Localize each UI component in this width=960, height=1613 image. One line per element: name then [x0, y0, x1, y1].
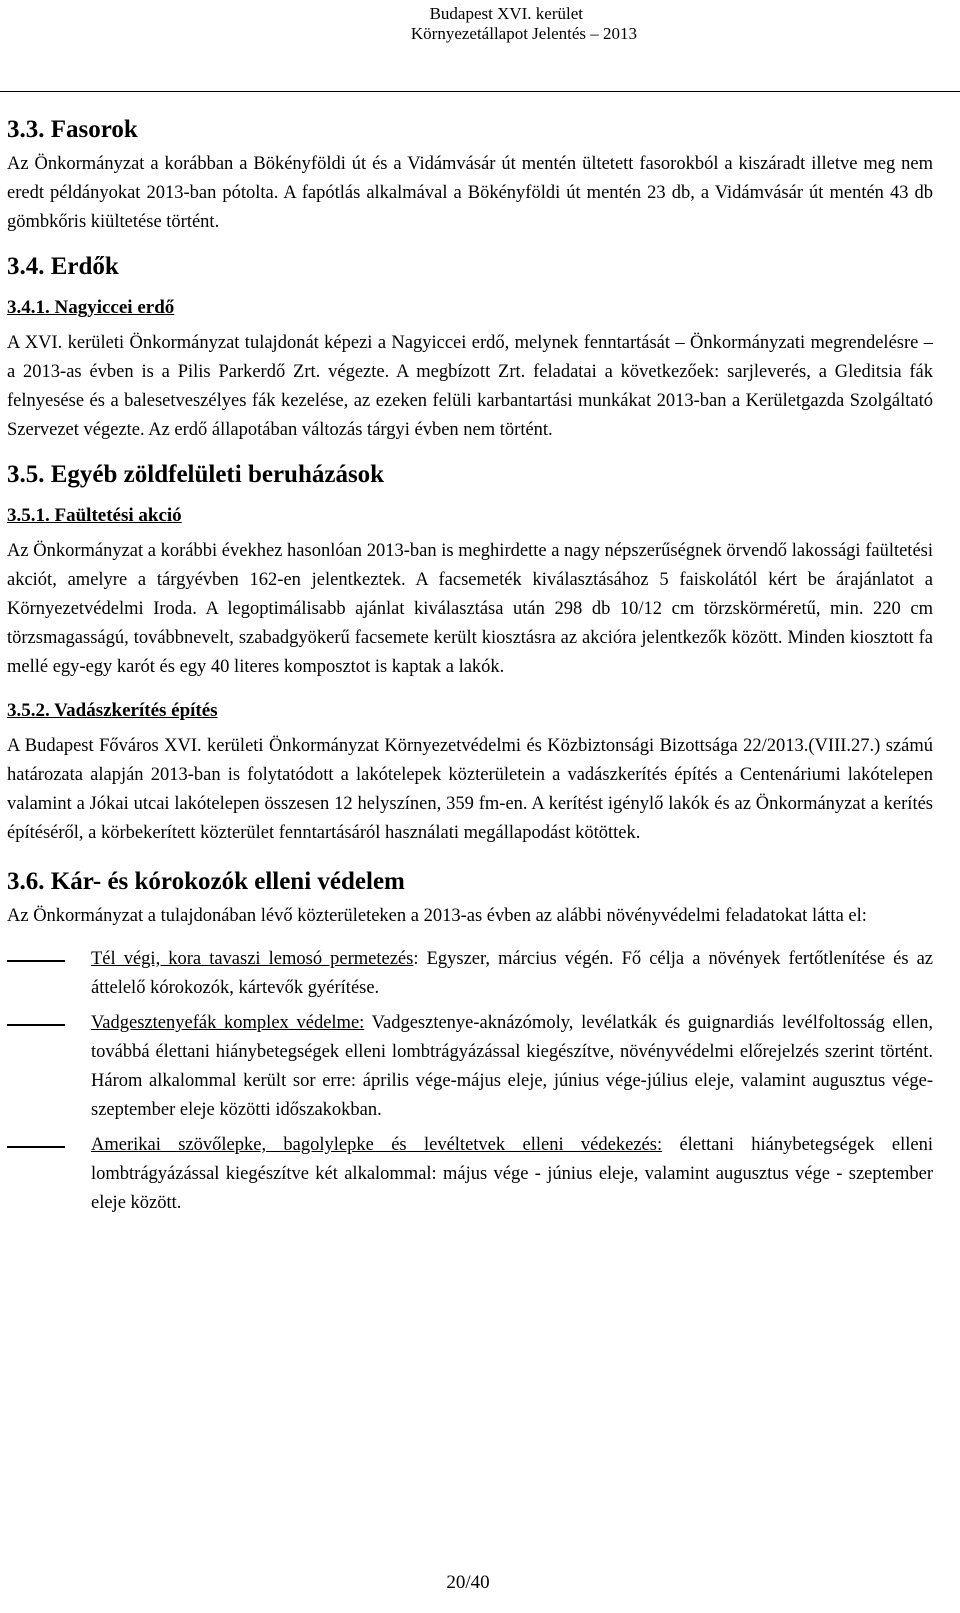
list-item — [7, 945, 933, 1003]
section-heading-fasorok: 3.3. Fasorok — [7, 116, 138, 143]
paragraph-kar-es-korokozok-intro: Az Önkormányzat a tulajdonában lévő közterületeken a 2013-as évben az alábbi növényvédelmi feladatokat látta el: — [7, 906, 867, 926]
paragraph-nagyiccei-erdo: A XVI. kerületi Önkormányzat tulajdonát képezi a Nagyiccei erdő, melynek fenntartását – Önkormányzati megrendelésre – a 2013-as évben is a Pilis Parkerdő Zrt. végezte. A megbízott Zrt. feladatai a következőek: sarjleverés, a Gleditsia fák felnyesése és a balesetveszélyes fák kezelése, az ezeken felüli karbantartási munkákat 2013-ban a Kerületgazda Szolgáltató Szervezet végezte. Az erdő állapotában változás tárgyi évben nem történt. — [7, 333, 933, 440]
list-item-text: Vadgesztenye-aknázómoly, levélatkák és guignardiás levélfoltosság ellen, továbbá élettani hiánybetegségek elleni lombtrágyázással kiegészítve, növényvédelmi előrejelzés szerint történt. Három alkalommal került sor erre: április vége-május eleje, június vége-július eleje, valamint augusztus vége-szeptember eleje közötti időszakokban. — [91, 1013, 933, 1120]
list-item-text: : Egyszer, március végén. Fő célja a növények fertőtlenítése és az áttelelő kórokozók, kártevők gyérítése. — [91, 949, 934, 998]
paragraph-fasorok: Az Önkormányzat a korábban a Bökényföldi út és a Vidámvásár út mentén ültetett fasorokból a kiszáradt illetve meg nem eredt példányokat 2013-ban pótolta. A fapótlás alkalmával a Bökényföldi út mentén 23 db, a Vidámvásár út mentén 43 db gömbkőris kiültetése történt. — [7, 154, 933, 232]
header-subtitle: Környezetállapot Jelentés – 2013 — [410, 24, 637, 43]
list-item-title: Tél végi, kora tavaszi lemosó permetezés — [91, 949, 414, 969]
section-heading-kar-es-korokozok: 3.6. Kár- és kórokozók elleni védelem — [7, 868, 405, 895]
header-title: Budapest XVI. kerület — [429, 4, 583, 23]
list-item — [7, 1009, 933, 1125]
section-heading-egyeb-zoldfeluleti: 3.5. Egyéb zöldfelületi beruházások — [7, 461, 385, 488]
list-item — [7, 1131, 933, 1218]
paragraph-faultetesi-akcio: Az Önkormányzat a korábbi évekhez hasonlóan 2013-ban is meghirdette a nagy népszerűségnek örvendő lakossági faültetési akciót, amelyre a tárgyévben 162-en jelentkeztek. A facsemeték kiválasztásához 5 faiskolától kért be árajánlatot a Környezetvédelmi Iroda. A legoptimálisabb ajánlat kiválasztása után 298 db 10/12 cm törzskörméretű, min. 220 cm törzsmagasságú, továbbnevelt, szabadgyökerű facsemete került kiosztásra az akcióra jelentkezők között. Minden kiosztott fa mellé egy-egy karót és egy 40 literes komposztot is kaptak a lakók. — [7, 541, 933, 677]
subsection-heading-nagyiccei-erdo: 3.4.1. Nagyiccei erdő — [7, 297, 175, 318]
section-heading-erdok: 3.4. Erdők — [7, 253, 119, 280]
header-divider — [0, 91, 960, 92]
document-body — [7, 110, 933, 1224]
plant-protection-list — [7, 945, 933, 1218]
page-number: 20/40 — [446, 1572, 490, 1593]
page-header — [0, 0, 960, 60]
list-item-title: Vadgesztenyefák komplex védelme: — [91, 1013, 365, 1033]
paragraph-vadaszkerites: A Budapest Főváros XVI. kerületi Önkormányzat Környezetvédelmi és Közbiztonsági Bizottsága 22/2013.(VIII.27.) számú határozata alapján 2013-ban is folytatódott a lakótelepek közterületein a vadászkerítés építés a Centenáriumi lakótelepen valamint a Jókai utcai lakótelepen összesen 12 helyszínen, 359 fm-en. A kerítést igénylő lakók és az Önkormányzat a kerítés építéséről, a körbekerített közterület fenntartásáról használati megállapodást kötöttek. — [7, 736, 933, 843]
list-item-title: Amerikai szövőlepke, bagolylepke és levéltetvek elleni védekezés: — [91, 1135, 663, 1155]
subsection-heading-vadaszkerites: 3.5.2. Vadászkerítés építés — [7, 700, 218, 721]
subsection-heading-faultetesi-akcio: 3.5.1. Faültetési akció — [7, 505, 182, 526]
list-item-text: élettani hiánybetegségek elleni lombtrágyázással kiegészítve két alkalommal: május vége - június eleje, valamint augusztus vége - szeptember eleje között. — [91, 1135, 933, 1213]
